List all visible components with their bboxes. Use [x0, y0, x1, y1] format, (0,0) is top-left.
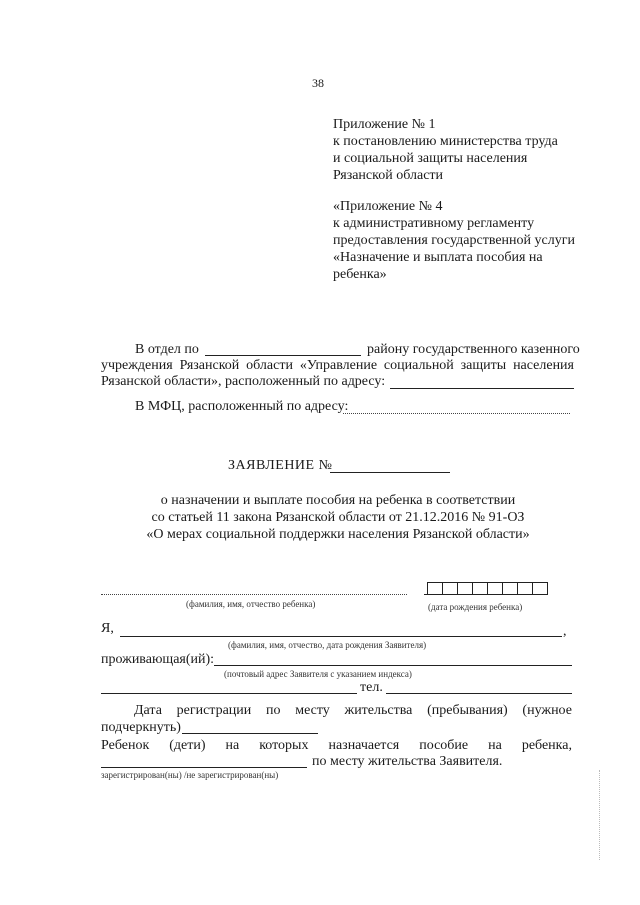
appendix-4-line: ребенка»	[333, 267, 387, 282]
word: по	[266, 703, 281, 718]
birthdate-underline	[424, 594, 540, 595]
postal-caption: (почтовый адрес Заявителя с указанием индекса)	[224, 669, 412, 679]
phone-field[interactable]	[386, 693, 572, 694]
address-line-3: Рязанской области», расположенный по адресу:	[101, 374, 386, 389]
appendix-4-line: к административному регламенту	[333, 216, 535, 231]
residing-label: проживающая(ий):	[101, 652, 215, 667]
registered-caption: зарегистрирован(ны) /не зарегистрирован(ны)	[101, 770, 279, 780]
word: жительства	[344, 703, 413, 718]
appendix-1-line: к постановлению министерства труда	[333, 134, 558, 149]
mfc-label: В МФЦ, расположенный по адресу:	[135, 399, 349, 414]
appendix-4-line: предоставления государственной услуги	[333, 233, 575, 248]
child-name-field[interactable]	[101, 594, 407, 595]
word: (нужное	[522, 703, 572, 718]
reg-date-line	[134, 703, 572, 719]
appendix-4-line: «Назначение и выплата пособия на	[333, 250, 543, 265]
word: которых	[259, 738, 309, 753]
subtitle-line-1: о назначении и выплате пособия на ребенка в соответствии	[160, 493, 516, 508]
word: на	[488, 738, 502, 753]
child-birth-caption: (дата рождения ребенка)	[428, 602, 523, 612]
children-line	[101, 738, 572, 754]
application-number-field[interactable]	[330, 472, 450, 473]
i-label: Я,	[101, 621, 114, 636]
district-field[interactable]	[205, 355, 361, 356]
applicant-field[interactable]	[120, 636, 562, 637]
word: «Управление	[299, 358, 378, 373]
appendix-1-heading: Приложение № 1	[333, 117, 436, 132]
word: месту	[295, 703, 330, 718]
subtitle-line-2: со статьей 11 закона Рязанской области от 21.12.2016 № 91-ОЗ	[151, 510, 525, 525]
word: на	[225, 738, 240, 753]
address-line-2	[101, 358, 574, 374]
address-field[interactable]	[390, 388, 574, 389]
word: пособие	[419, 738, 469, 753]
word: области	[246, 358, 293, 373]
appendix-1-line: и социальной защиты населения	[333, 151, 528, 166]
page-number: 38	[312, 76, 324, 90]
appendix-4-heading: «Приложение № 4	[333, 199, 443, 214]
phone-label: тел.	[360, 680, 383, 695]
applicant-caption: (фамилия, имя, отчество, дата рождения Заявителя)	[228, 640, 427, 650]
word: учреждения	[101, 358, 173, 373]
residence-field[interactable]	[214, 665, 572, 666]
registration-status-field[interactable]	[101, 767, 307, 768]
word: Дата	[134, 703, 162, 718]
word: Ребенок	[101, 738, 150, 753]
word: населения	[513, 358, 574, 373]
word: (дети)	[169, 738, 206, 753]
comma: ,	[563, 624, 567, 639]
word: защиты	[460, 358, 507, 373]
word: назначается	[328, 738, 400, 753]
mfc-address-field[interactable]	[343, 413, 570, 414]
word: ребенка,	[521, 738, 572, 753]
reg-date-line-2: подчеркнуть)	[101, 720, 181, 735]
word: Рязанской	[179, 358, 240, 373]
dept-prefix: В отдел по	[135, 342, 199, 357]
word: регистрации	[176, 703, 252, 718]
scan-artifact	[599, 770, 604, 860]
appendix-1-line: Рязанской области	[333, 168, 444, 183]
document-title: ЗАЯВЛЕНИЕ №	[228, 458, 333, 473]
children-line-2: по месту жительства Заявителя.	[312, 754, 503, 769]
child-name-caption: (фамилия, имя, отчество ребенка)	[186, 599, 316, 609]
address-continuation-field[interactable]	[101, 693, 357, 694]
dept-suffix: району государственного казенного	[367, 342, 580, 357]
subtitle-line-3: «О мерах социальной поддержки населения Рязанской области»	[146, 527, 530, 542]
word: социальной	[383, 358, 454, 373]
reg-date-field[interactable]	[182, 733, 318, 734]
word: (пребывания)	[427, 703, 508, 718]
